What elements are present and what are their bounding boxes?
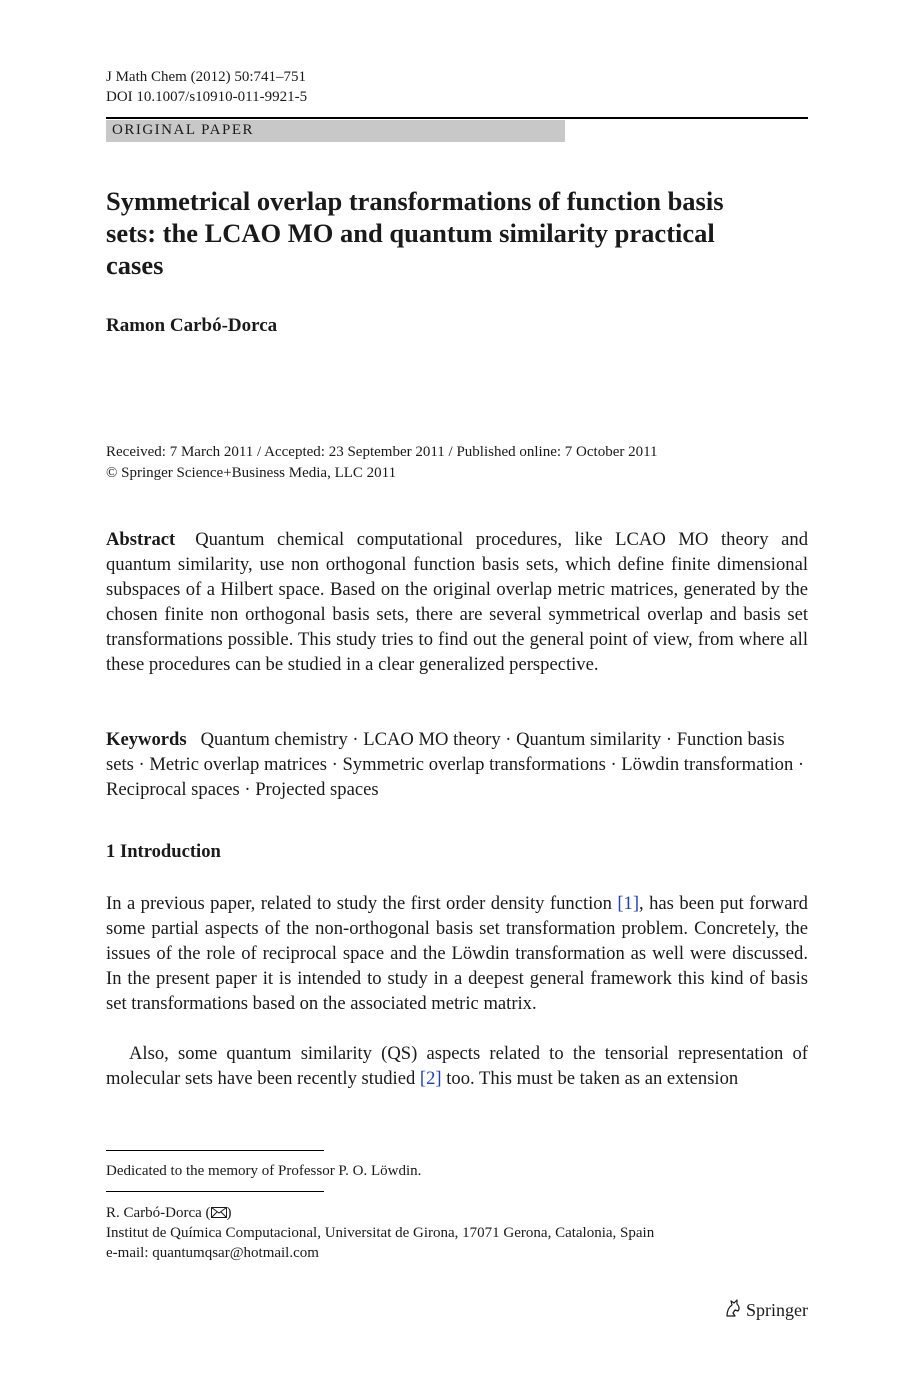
author-email: e-mail: quantumqsar@hotmail.com — [106, 1245, 319, 1261]
reference-link-1[interactable]: [1] — [617, 893, 640, 914]
author-footnote-name: R. Carbó-Dorca ( — [106, 1205, 211, 1221]
intro-p2-text: Also, some quantum similarity (QS) aspects related to the tensorial representation of molecular sets have been recently studied — [106, 1043, 808, 1089]
dedication-footnote: Dedicated to the memory of Professor P. O. Löwdin. — [106, 1163, 422, 1179]
paper-title: Symmetrical overlap transformations of function basis sets: the LCAO MO and quantum similarity practical cases — [106, 186, 724, 280]
intro-p2-text-cont: too. This must be taken as an extension — [441, 1068, 739, 1089]
footnote-rule-2 — [106, 1191, 324, 1192]
copyright: © Springer Science+Business Media, LLC 2011 — [106, 465, 397, 481]
header-rule — [106, 117, 808, 119]
abstract — [106, 527, 808, 677]
author-name: Ramon Carbó-Dorca — [106, 315, 278, 336]
abstract-text: Quantum chemical computational procedures, like LCAO MO theory and quantum similarity, use non orthogonal function basis sets, which define finite dimensional subspaces of a Hilbert space. Based on the original overlap metric matrices, generated by the chosen finite non orthogonal basis sets, there are several symmetrical overlap and basis set transformations possible. This study tries to find out the general point of view, from where all these procedures can be studied in a clear generalized perspective. — [106, 529, 808, 675]
journal-citation: J Math Chem (2012) 50:741–751 — [106, 69, 306, 85]
intro-p1-text: In a previous paper, related to study the first order density function — [106, 893, 618, 914]
keywords — [106, 727, 808, 802]
keywords-label: Keywords — [106, 729, 187, 750]
publication-dates: Received: 7 March 2011 / Accepted: 23 September 2011 / Published online: 7 October 2011 — [106, 444, 658, 460]
affiliation: Institut de Química Computacional, Universitat de Girona, 17071 Gerona, Catalonia, Spain — [106, 1225, 655, 1241]
corresponding-author — [106, 1203, 808, 1223]
section-title: Introduction — [119, 841, 221, 862]
abstract-label: Abstract — [106, 529, 176, 550]
publisher-name: Springer — [746, 1300, 808, 1320]
publisher-logo — [724, 1298, 808, 1323]
springer-horse-icon — [724, 1298, 742, 1323]
doi: DOI 10.1007/s10910-011-9921-5 — [106, 89, 308, 105]
author-footnote-close: ) — [226, 1205, 232, 1221]
footnote-rule — [106, 1150, 324, 1151]
keywords-text: Quantum chemistry · LCAO MO theory · Quantum similarity · Function basis sets · Metric overlap matrices · Symmetric overlap transformations · Löwdin transformation · Reciprocal spaces · Projected spaces — [106, 729, 805, 800]
section-heading — [106, 841, 221, 863]
intro-p1-text-cont: , has been put forward some partial aspects of the non-orthogonal basis set transformation problem. Concretely, the issues of the role of reciprocal space and the Löwdin transformation as well were discussed. In the present paper it is intended to study in a deepest general framework this kind of basis set transformations based on the associated metric matrix. — [106, 893, 808, 1014]
intro-paragraph-2 — [106, 1041, 808, 1091]
article-type-label: ORIGINAL PAPER — [106, 120, 565, 142]
section-number: 1 — [106, 841, 116, 862]
intro-paragraph-1 — [106, 891, 808, 1016]
envelope-icon — [211, 1205, 227, 1221]
reference-link-2[interactable]: [2] — [419, 1068, 442, 1089]
